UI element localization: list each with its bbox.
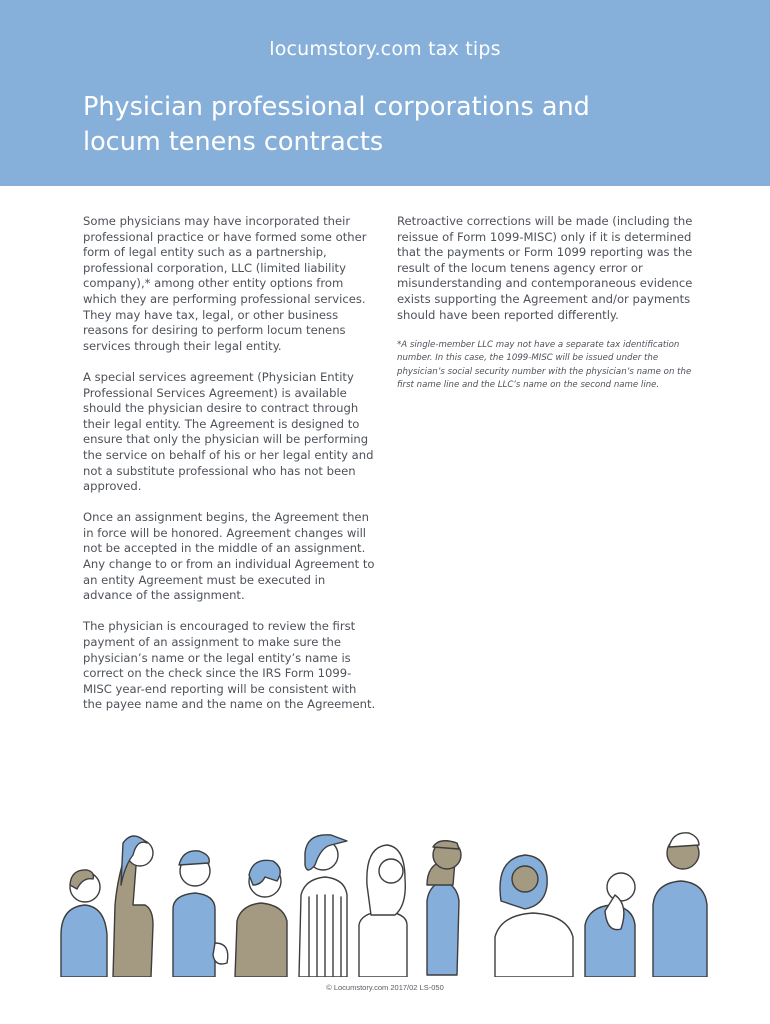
title-line-2: locum tenens contracts	[83, 127, 384, 157]
title-line-1: Physician professional corporations and	[83, 92, 590, 122]
person-figure	[61, 870, 107, 977]
left-column	[83, 214, 378, 729]
group-of-people-illustration	[55, 825, 725, 977]
footer-copyright: © Locumstory.com 2017/02 LS-050	[326, 983, 444, 992]
person-figure	[585, 873, 635, 977]
paragraph-2: A special services agreement (Physician Entity Professional Services Agreement) is available should the physician desire to contract through their legal entity. The Agreement is designed to ensure that only the physician will be performing the service on behalf of his or her legal entity and not a substitute professional who has not been approved.	[83, 369, 374, 494]
person-figure	[427, 841, 461, 975]
brand-title: locumstory.com tax tips	[269, 38, 501, 60]
paragraph-5: Retroactive corrections will be made (including the reissue of Form 1099-MISC) only if it is determined that the payments or Form 1099 reporting was the result of the locum tenens agency error or misunderstanding and contemporaneous evidence exists supporting the Agreement and/or payments should have been reported differently.	[397, 214, 693, 322]
page-title	[83, 90, 683, 160]
paragraph-1: Some physicians may have incorporated their professional practice or have formed some other form of legal entity such as a partnership, professional corporation, LLC (limited liability company),* among other entity options from which they are performing professional services. They may have tax, legal, or other business reasons for desiring to perform locum tenens services through their legal entity.	[83, 214, 367, 353]
right-column	[397, 214, 694, 408]
person-figure	[113, 836, 153, 977]
person-figure	[235, 860, 287, 977]
footnote: *A single-member LLC may not have a separate tax identification number. In this case, the 1099-MISC will be issued under the physician’s social security number with the physician’s name on the first name line and the LLC’s name on the second name line.	[397, 339, 692, 391]
person-figure	[173, 851, 228, 977]
paragraph-3: Once an assignment begins, the Agreement then in force will be honored. Agreement changes will not be accepted in the middle of an assignment. Any change to or from an individual Agreement to an entity Agreement must be executed in advance of the assignment.	[83, 510, 375, 603]
person-figure	[495, 855, 573, 977]
paragraph-4: The physician is encouraged to review the first payment of an assignment to make sure the physician’s name or the legal entity’s name is correct on the check since the IRS Form 1099-MISC year-end reporting will be consistent with the payee name and the name on the Agreement.	[83, 619, 376, 712]
person-figure	[653, 833, 707, 977]
header-banner	[0, 0, 770, 186]
person-figure	[299, 835, 347, 977]
person-figure	[359, 845, 407, 977]
